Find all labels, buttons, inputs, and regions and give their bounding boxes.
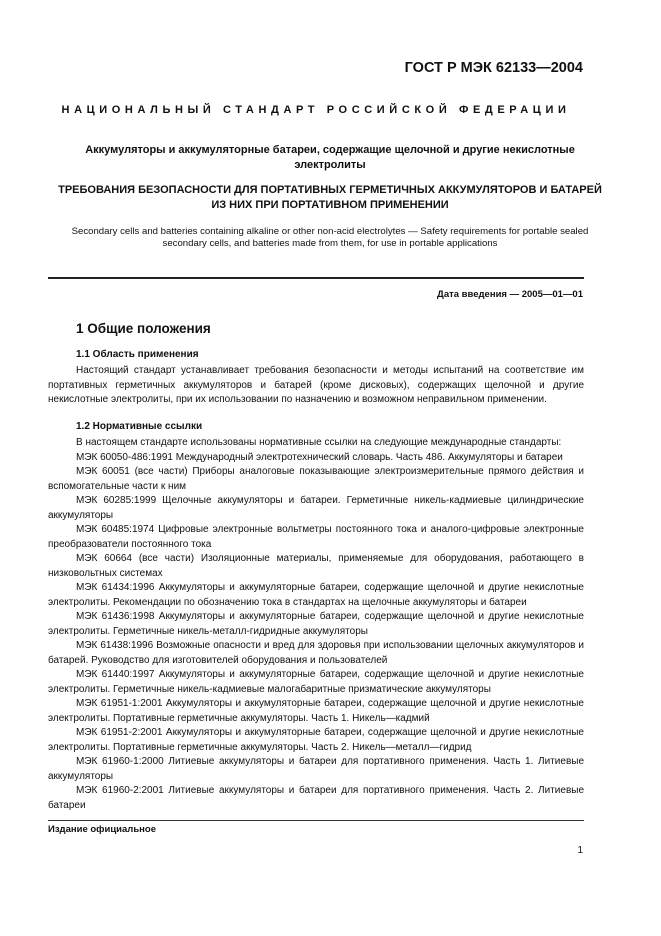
reference-item: МЭК 60664 (все части) Изоляционные материалы, применяемые для оборудования, работающего в низковольтных системах: [48, 553, 584, 579]
document-code: ГОСТ Р МЭК 62133—2004: [404, 60, 583, 76]
reference-item: МЭК 61438:1996 Возможные опасности и вред для здоровья при использовании щелочных аккумуляторов и батарей. Руководство для изготовителей оборудования и пользователей: [48, 640, 584, 666]
section-heading: 1 Общие положения: [76, 321, 211, 336]
reference-intro: В настоящем стандарте использованы нормативные ссылки на следующие международные стандарты:: [76, 437, 562, 448]
subsection-heading-references: 1.2 Нормативные ссылки: [76, 421, 203, 432]
reference-item: МЭК 60285:1999 Щелочные аккумуляторы и батареи. Герметичные никель-кадмиевые цилиндрические аккумуляторы: [48, 495, 584, 521]
page-number: 1: [577, 845, 583, 856]
reference-item: МЭК 61951-1:2001 Аккумуляторы и аккумуляторные батареи, содержащие щелочной и другие некислотные электролиты. Портативные герметичные аккумуляторы. Часть 1. Никель—кадмий: [48, 698, 584, 724]
title-russian-uppercase: ТРЕБОВАНИЯ БЕЗОПАСНОСТИ ДЛЯ ПОРТАТИВНЫХ ГЕРМЕТИЧНЫХ АККУМУЛЯТОРОВ И БАТАРЕЙ ИЗ НИХ ПРИ ПОРТАТИВНОМ ПРИМЕНЕНИИ: [58, 184, 602, 211]
title-english: Secondary cells and batteries containing alkaline or other non-acid electrolytes — Safety requirements for portable sealed secondary cells, and batteries made from them, for use in portable applications: [71, 226, 589, 249]
reference-item: МЭК 60050-486:1991 Международный электротехнический словарь. Часть 486. Аккумуляторы и батареи: [76, 451, 563, 463]
official-edition-label: Издание официальное: [48, 824, 156, 835]
scope-text: Настоящий стандарт устанавливает требования безопасности и методы испытаний на соответствие им портативных герметичных аккумуляторов и батарей (кроме дисковых), содержащих щелочной и другие некислотные электролиты, при их использовании по назначению и возможном неправильном применении.: [48, 365, 584, 405]
reference-item: МЭК 60485:1974 Цифровые электронные вольтметры постоянного тока и аналого-цифровые электронные преобразователи постоянного тока: [48, 524, 584, 550]
footer-divider: [48, 820, 584, 821]
national-standard-banner: НАЦИОНАЛЬНЫЙ СТАНДАРТ РОССИЙСКОЙ ФЕДЕРАЦИИ: [61, 104, 571, 116]
scope-paragraph: [48, 364, 584, 408]
references-list: [48, 436, 584, 813]
reference-item: МЭК 61951-2:2001 Аккумуляторы и аккумуляторные батареи, содержащие щелочной и другие некислотные электролиты. Портативные герметичные аккумуляторы. Часть 2. Никель—металл—гидрид: [48, 727, 584, 753]
introduction-date: Дата введения — 2005—01—01: [437, 289, 583, 300]
reference-item: МЭК 61436:1998 Аккумуляторы и аккумуляторные батареи, содержащие щелочной и другие некислотные электролиты. Герметичные никель-металл-гидридные аккумуляторы: [48, 611, 584, 637]
subsection-heading-scope: 1.1 Область применения: [76, 349, 199, 360]
reference-item: МЭК 61434:1996 Аккумуляторы и аккумуляторные батареи, содержащие щелочной и другие некислотные электролиты. Рекомендации по обозначению тока в стандартах на щелочные аккумуляторы и батареи: [48, 582, 584, 608]
reference-item: МЭК 61960-1:2000 Литиевые аккумуляторы и батареи для портативного применения. Часть 1. Литиевые аккумуляторы: [48, 756, 584, 782]
title-divider: [48, 277, 584, 279]
reference-item: МЭК 61440:1997 Аккумуляторы и аккумуляторные батареи, содержащие щелочной и другие некислотные электролиты. Герметичные никель-кадмиевые малогабаритные призматические аккумуляторы: [48, 669, 584, 695]
reference-item: МЭК 60051 (все части) Приборы аналоговые показывающие электроизмерительные прямого действия и вспомогательные части к ним: [48, 466, 584, 492]
title-russian: Аккумуляторы и аккумуляторные батареи, содержащие щелочной и другие некислотные электролиты: [85, 144, 575, 171]
reference-item: МЭК 61960-2:2001 Литиевые аккумуляторы и батареи для портативного применения. Часть 2. Литиевые батареи: [48, 785, 584, 811]
